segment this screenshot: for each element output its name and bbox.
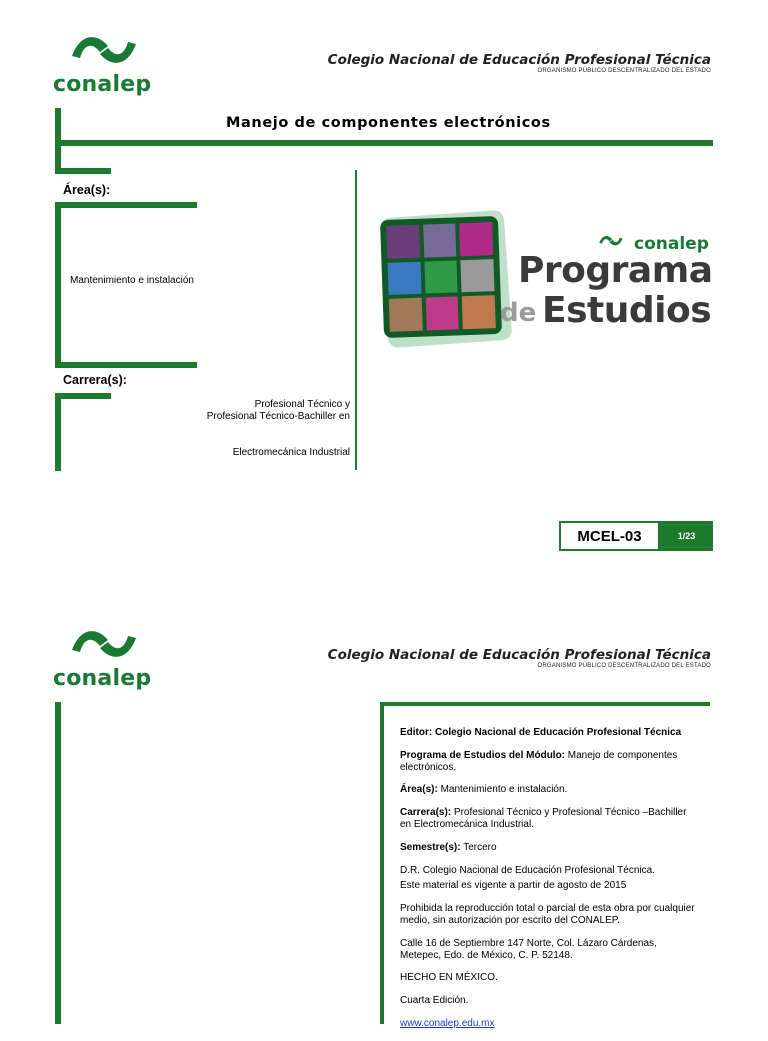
conalep-logo-page2 <box>52 624 162 694</box>
programa-estudios-image <box>376 210 713 346</box>
title-underline-bar <box>55 140 713 146</box>
area-line: Área(s): Mantenimiento e instalación. <box>400 784 568 796</box>
edicion-line: Cuarta Edición. <box>400 995 469 1007</box>
org-title: Colegio Nacional de Educación Profesional Técnica <box>327 52 711 68</box>
area-box-left-bar <box>55 202 61 368</box>
conalep-logo-icon <box>52 624 162 666</box>
info-box <box>400 727 700 1041</box>
vigente-line: Este material es vigente a partir de agosto de 2015 <box>400 880 627 892</box>
page-number: 1/23 <box>677 531 696 541</box>
info-box-top-bar <box>380 702 710 706</box>
hecho-line: HECHO EN MÉXICO. <box>400 972 498 984</box>
program-title-de: de <box>500 298 537 328</box>
carrera-box-top-bar <box>55 393 111 399</box>
programa-line: Programa de Estudios del Módulo: Manejo de componentes electrónicos. <box>400 749 678 773</box>
brand-swirl-icon <box>592 230 632 252</box>
logo-text: conalep <box>53 72 152 97</box>
module-title: Manejo de componentes electrónicos <box>226 115 551 131</box>
carrera-box-left-bar <box>55 393 61 471</box>
program-title-line1: Programa <box>518 250 713 291</box>
page-number-box <box>660 521 713 551</box>
prohibida-line: Prohibida la reproducción total o parcial de esta obra por cualquier medio, sin autorización por escrito del CONALEP. <box>400 903 695 926</box>
area-box-bottom-bar <box>55 362 197 368</box>
program-brand-text: conalep <box>634 234 709 254</box>
website-link[interactable]: www.conalep.edu.mx <box>400 1017 495 1029</box>
code-box <box>559 521 660 551</box>
editor-line: Editor: Colegio Nacional de Educación Profesional Técnica <box>400 727 682 738</box>
carrera-line1: Profesional Técnico y <box>254 399 350 410</box>
area-value: Mantenimiento e instalación <box>70 275 194 286</box>
page2-left-vertical-bar <box>55 702 61 1024</box>
logo-text: conalep <box>53 666 152 691</box>
carrera-label: Carrera(s): <box>63 373 127 387</box>
title-section-bottom-bar <box>55 168 111 174</box>
org-subtitle-page2: ORGANISMO PÚBLICO DESCENTRALIZADO DEL ESTADO <box>537 663 711 669</box>
direccion-line: Calle 16 de Septiembre 147 Norte, Col. Lázaro Cárdenas, Metepec, Edo. de México, C. P. 52148. <box>400 937 657 961</box>
module-code: MCEL-03 <box>577 527 642 545</box>
carrera-line: Carrera(s): Profesional Técnico y Profesional Técnico –Bachiller en Electromecánica Industrial. <box>400 807 687 830</box>
area-label: Área(s): <box>63 183 111 197</box>
programa-estudios-mosaic-icon <box>380 216 502 338</box>
middle-divider <box>355 170 357 470</box>
area-box-top-bar <box>55 202 197 208</box>
org-subtitle: ORGANISMO PÚBLICO DESCENTRALIZADO DEL ESTADO <box>537 68 711 74</box>
carrera-line3: Electromecánica Industrial <box>232 447 350 458</box>
info-box-left-bar <box>380 702 384 1024</box>
conalep-logo <box>52 30 162 100</box>
conalep-logo-icon <box>52 30 162 72</box>
program-title-line2: Estudios <box>542 290 712 331</box>
semestre-line: Semestre(s): Tercero <box>400 841 497 853</box>
org-title-page2: Colegio Nacional de Educación Profesional Técnica <box>327 647 711 663</box>
dr-line: D.R. Colegio Nacional de Educación Profesional Técnica. <box>400 864 655 876</box>
carrera-line2: Profesional Técnico-Bachiller en <box>206 411 350 422</box>
